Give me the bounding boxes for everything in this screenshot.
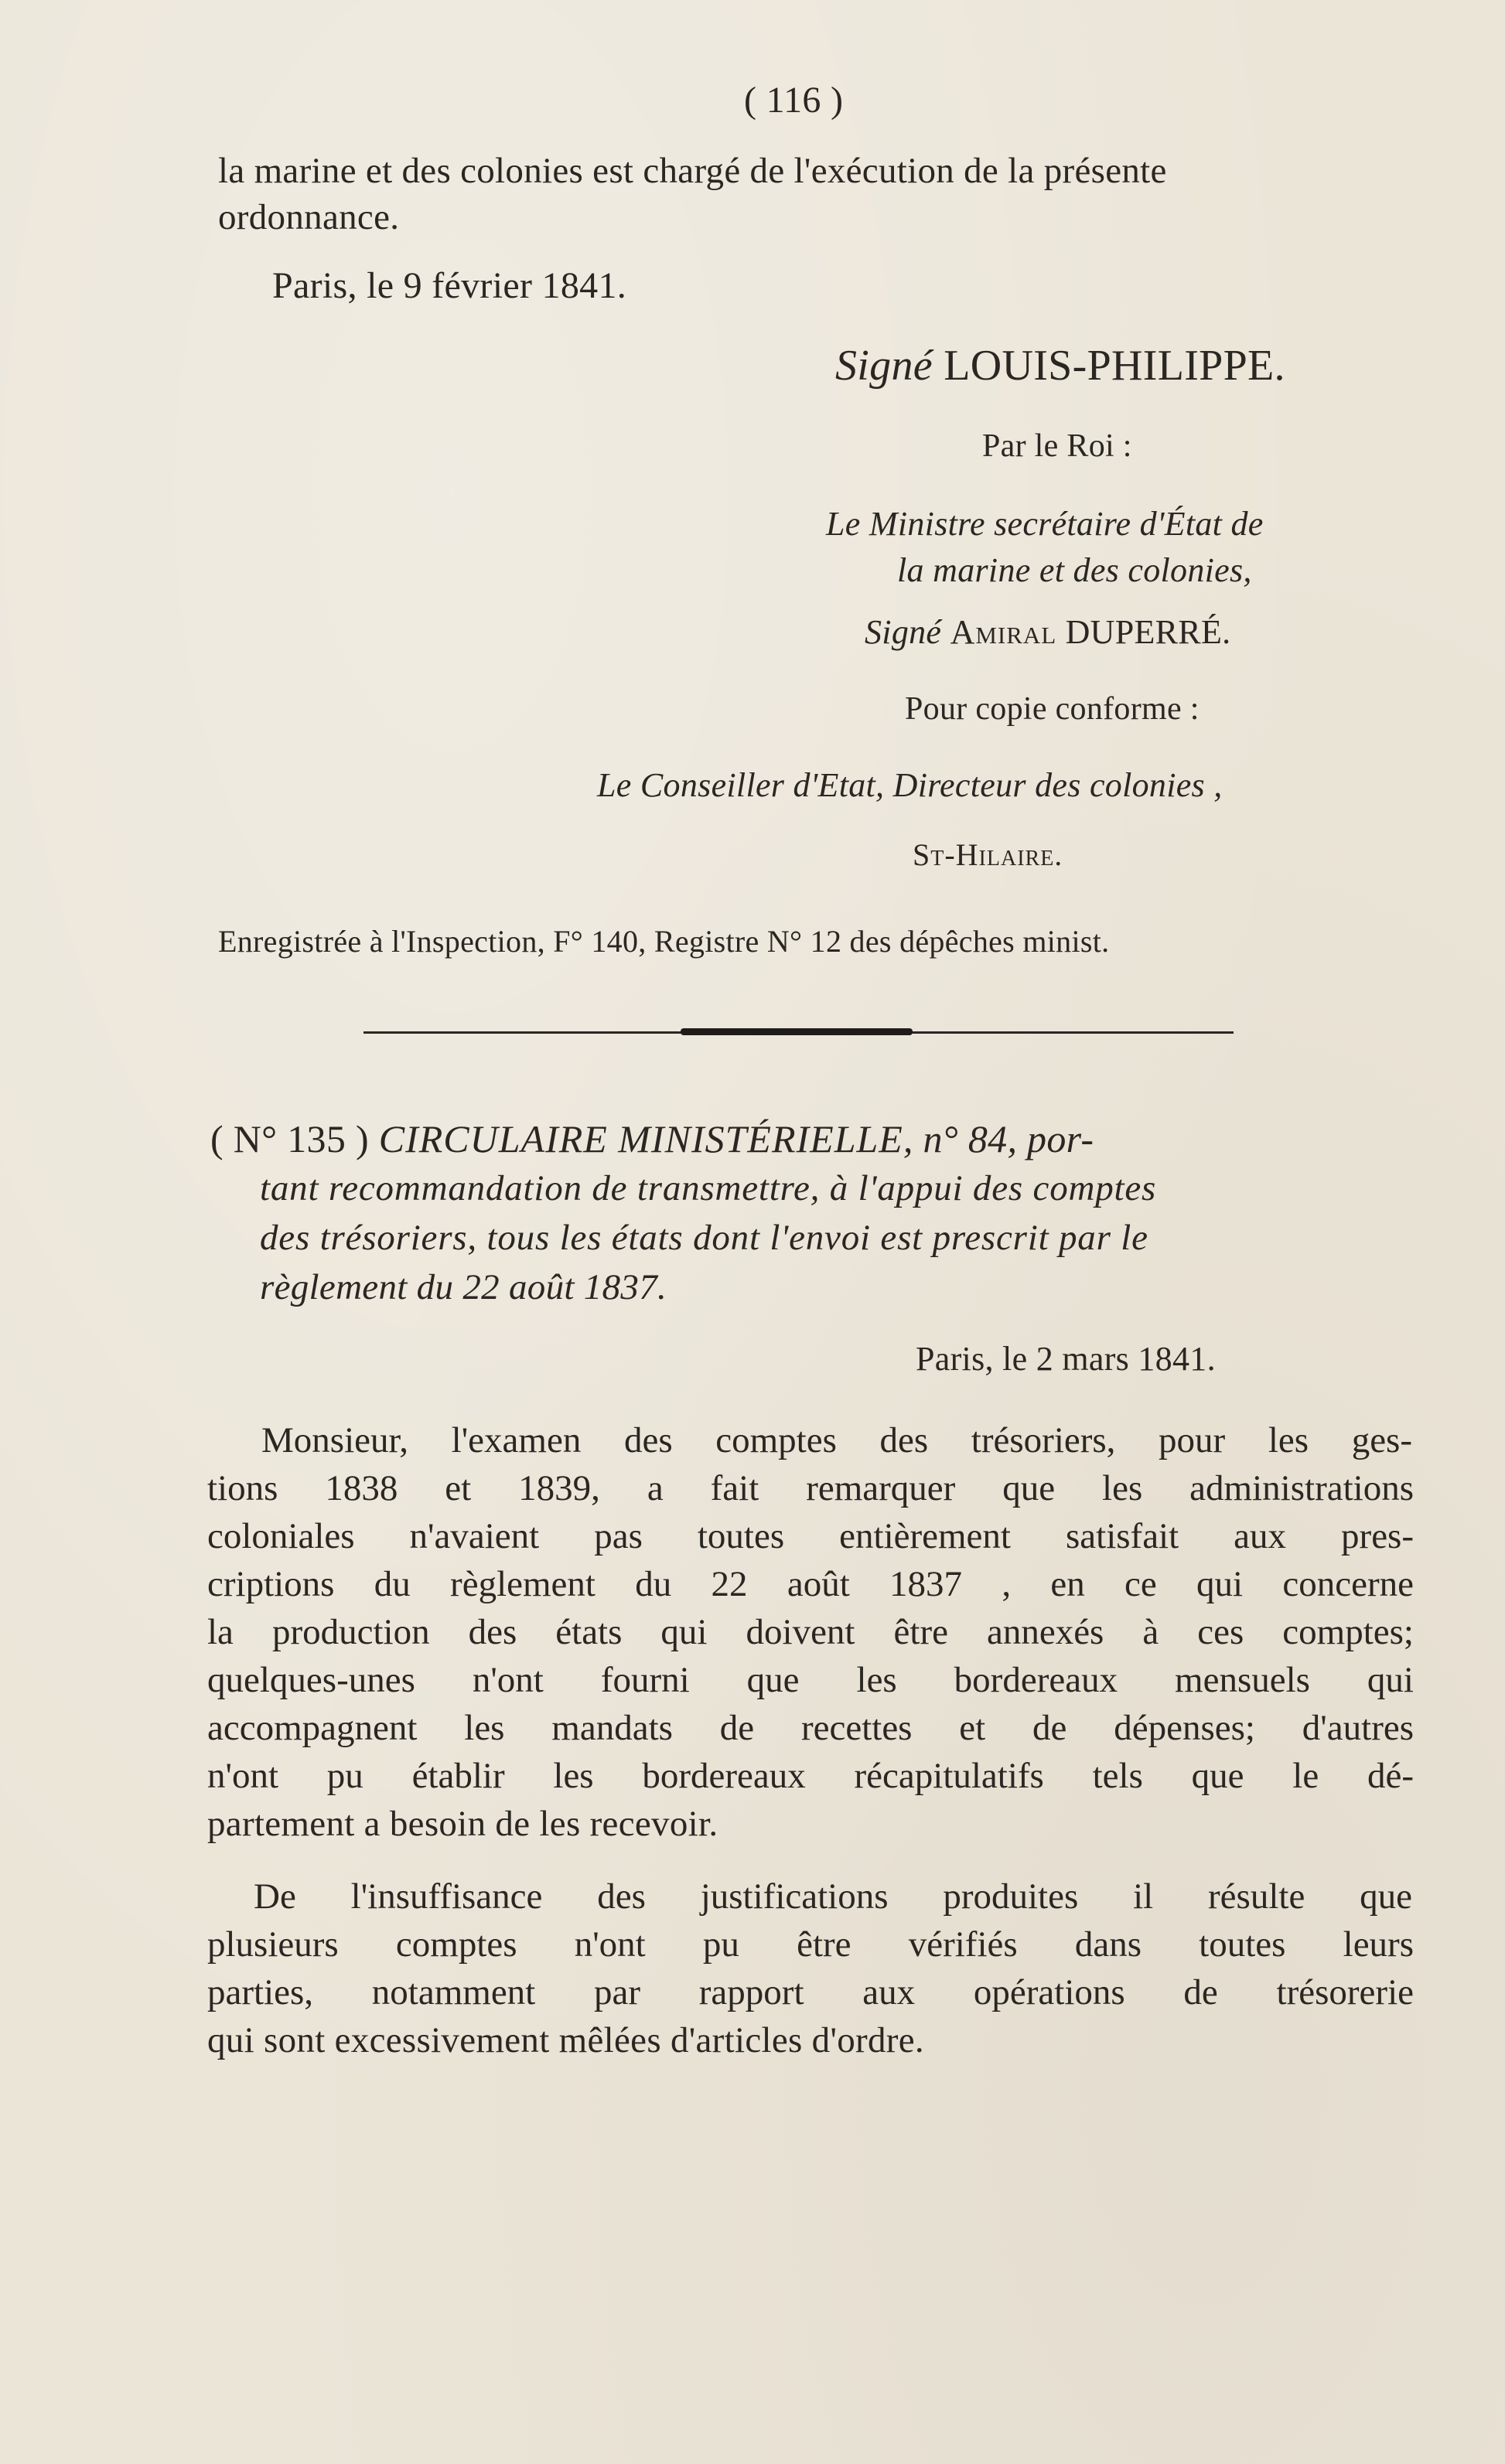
ordonnance-date: Paris, le 9 février 1841.	[272, 265, 627, 306]
signe-word: Signé	[835, 342, 933, 390]
para1-line-3: coloniales n'avaient pas toutes entièrement satisfait aux pres-	[207, 1516, 1414, 1556]
para1-line-4: criptions du règlement du 22 août 1837 , en ce qui concerne	[207, 1564, 1414, 1604]
para2-line-3: parties, notamment par rapport aux opérations de trésorerie	[207, 1972, 1414, 2012]
ministre-line-1: Le Ministre secrétaire d'État de	[826, 505, 1264, 543]
para1-line-9: partement a besoin de les recevoir.	[207, 1804, 718, 1844]
circulaire-number: ( N° 135 )	[210, 1117, 369, 1160]
conseiller-line: Le Conseiller d'Etat, Directeur des colonies ,	[597, 766, 1223, 804]
para2-line-4: qui sont excessivement mêlées d'articles d'ordre.	[207, 2020, 924, 2060]
para2-line-1: De l'insuffisance des justifications produites il résulte que	[254, 1876, 1412, 1917]
signature-king	[835, 342, 1285, 390]
par-le-roi: Par le Roi :	[982, 428, 1132, 464]
circulaire-heading-line-2: tant recommandation de transmettre, à l'appui des comptes	[260, 1168, 1157, 1208]
circulaire-date: Paris, le 2 mars 1841.	[916, 1340, 1216, 1378]
ordonnance-line-2: ordonnance.	[218, 197, 400, 237]
ordonnance-line-1: la marine et des colonies est chargé de l'exécution de la présente	[218, 151, 1167, 191]
circulaire-heading-line-3: des trésoriers, tous les états dont l'envoi est prescrit par le	[260, 1218, 1148, 1258]
para1-line-7: accompagnent les mandats de recettes et de dépenses; d'autres	[207, 1708, 1414, 1748]
pour-copie: Pour copie conforme :	[905, 691, 1200, 727]
page-number: ( 116 )	[744, 80, 844, 121]
king-name: LOUIS-PHILIPPE.	[944, 342, 1285, 390]
st-hilaire-signature: St-Hilaire.	[913, 837, 1063, 872]
separator-ornament	[681, 1028, 913, 1035]
circulaire-heading-rest: , n° 84, por-	[903, 1117, 1094, 1160]
circulaire-heading-line-1	[210, 1117, 1094, 1160]
para1-line-5: la production des états qui doivent être annexés à ces comptes;	[207, 1612, 1414, 1652]
para1-line-1: Monsieur, l'examen des comptes des trésoriers, pour les ges-	[261, 1420, 1412, 1460]
minister-name: DUPERRÉ.	[1065, 613, 1231, 651]
ministre-line-2: la marine et des colonies,	[897, 551, 1252, 589]
para1-line-6: quelques-unes n'ont fourni que les bordereaux mensuels qui	[207, 1660, 1414, 1700]
para2-line-2: plusieurs comptes n'ont pu être vérifiés dans toutes leurs	[207, 1924, 1414, 1965]
circulaire-title: CIRCULAIRE MINISTÉRIELLE	[378, 1117, 903, 1160]
enregistree-line: Enregistrée à l'Inspection, F° 140, Registre N° 12 des dépêches minist.	[218, 924, 1110, 959]
circulaire-heading-line-4: règlement du 22 août 1837.	[260, 1267, 667, 1307]
signature-minister	[865, 615, 1230, 649]
para1-line-2: tions 1838 et 1839, a fait remarquer que les administrations	[207, 1468, 1414, 1508]
para1-line-8: n'ont pu établir les bordereaux récapitulatifs tels que le dé-	[207, 1756, 1414, 1796]
signe-word-2: Signé	[865, 613, 942, 651]
rank-amiral: Amiral	[950, 613, 1057, 651]
